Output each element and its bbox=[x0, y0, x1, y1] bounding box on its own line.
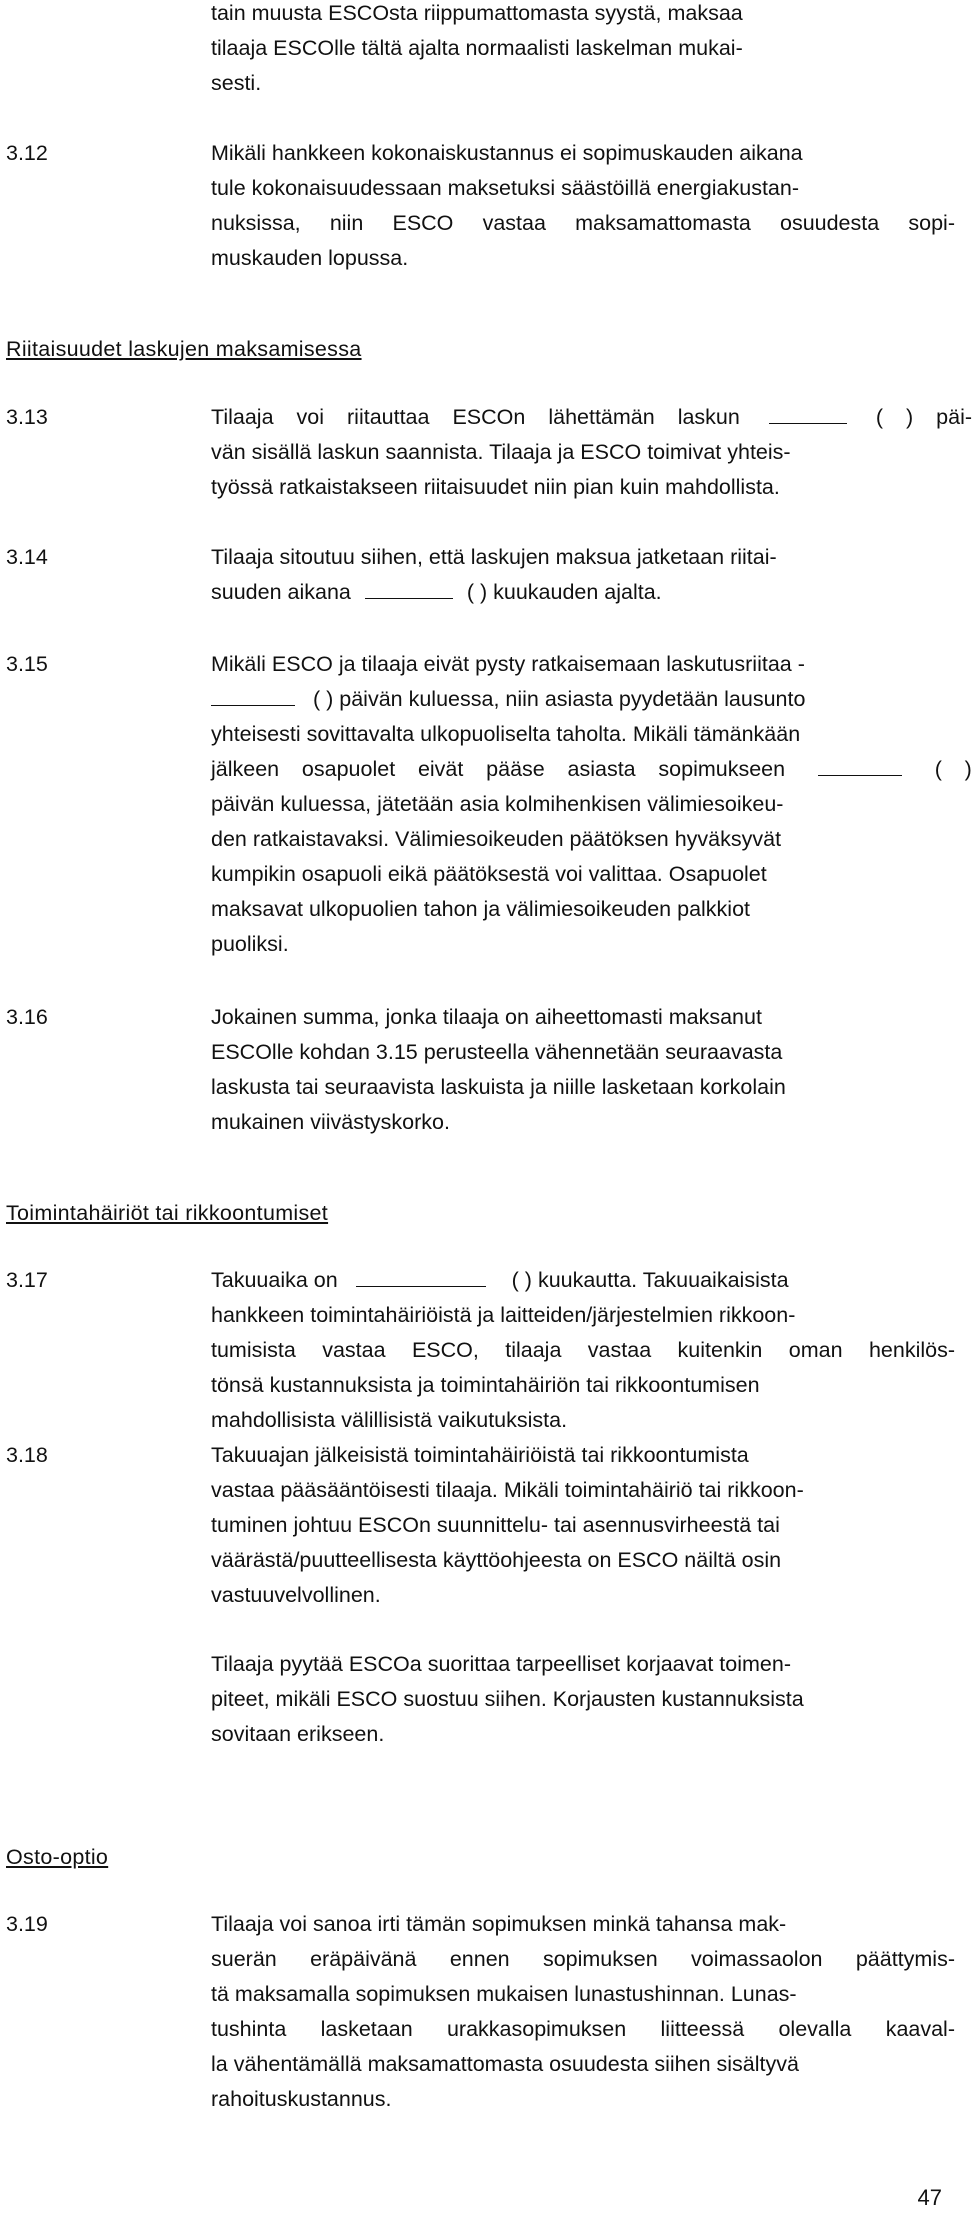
section-3-19-text bbox=[211, 1907, 955, 2117]
text-line: työssä ratkaistakseen riitaisuudet niin pian kuin mahdollista. bbox=[211, 475, 780, 499]
text-line: den ratkaistavaksi. Välimiesoikeuden päätöksen hyväksyvät bbox=[211, 827, 782, 851]
text-line: yhteisesti sovittavalta ulkopuoliselta taholta. Mikäli tämänkään bbox=[211, 722, 801, 746]
text-line: Tilaaja sitoutuu siihen, että laskujen maksua jatketaan riitai- bbox=[211, 545, 777, 569]
text-line: piteet, mikäli ESCO suostuu siihen. Korjausten kustannuksista bbox=[211, 1687, 804, 1711]
text-line: Jokainen summa, jonka tilaaja on aiheettomasti maksanut bbox=[211, 1005, 762, 1029]
text-line: ESCOlle kohdan 3.15 perusteella vähennetään seuraavasta bbox=[211, 1040, 783, 1064]
text-line: vastaa pääsääntöisesti tilaaja. Mikäli toimintahäiriö tai rikkoon- bbox=[211, 1478, 804, 1502]
section-number: 3.18 bbox=[6, 1443, 48, 1467]
section-number: 3.19 bbox=[6, 1912, 48, 1936]
text-segment: Takuuaika on bbox=[211, 1268, 338, 1292]
text-line: väärästä/puutteellisesta käyttöohjeesta on ESCO näiltä osin bbox=[211, 1548, 782, 1572]
text-line: suerän eräpäivänä ennen sopimuksen voimassaolon päättymis- bbox=[211, 1947, 955, 1971]
text-line bbox=[211, 400, 972, 435]
section-heading: Osto-optio bbox=[6, 1845, 109, 1869]
text-line: tushinta lasketaan urakkasopimuksen liitteessä olevalla kaaval- bbox=[211, 2017, 955, 2041]
section-number: 3.16 bbox=[6, 1005, 48, 1029]
text-segment: ( ) päivän kuluessa, niin asiasta pyydetään lausunto bbox=[313, 687, 806, 711]
text-line: laskusta tai seuraavista laskuista ja niille lasketaan korkolain bbox=[211, 1075, 786, 1099]
blank-field bbox=[769, 401, 847, 424]
section-heading: Toimintahäiriöt tai rikkoontumiset bbox=[6, 1201, 329, 1225]
section-3-17-text bbox=[211, 1263, 955, 1438]
intro-paragraph bbox=[211, 0, 955, 101]
text-line bbox=[211, 752, 972, 787]
text-line bbox=[211, 682, 955, 717]
text-line: tumisista vastaa ESCO, tilaaja vastaa kuitenkin oman henkilös- bbox=[211, 1338, 955, 1362]
text-line: sesti. bbox=[211, 71, 262, 95]
section-number: 3.14 bbox=[6, 545, 48, 569]
text-line: Takuuajan jälkeisistä toimintahäiriöistä tai rikkoontumista bbox=[211, 1443, 749, 1467]
section-number: 3.13 bbox=[6, 405, 48, 429]
text-line: mukainen viivästyskorko. bbox=[211, 1110, 450, 1134]
text-line: vän sisällä laskun saannista. Tilaaja ja ESCO toimivat yhteis- bbox=[211, 440, 791, 464]
blank-field bbox=[211, 683, 295, 706]
text-line: muskauden lopussa. bbox=[211, 246, 409, 270]
section-3-18-paragraph-2 bbox=[211, 1647, 955, 1752]
text-line: la vähentämällä maksamattomasta osuudesta siihen sisältyvä bbox=[211, 2052, 799, 2076]
text-line: tuminen johtuu ESCOn suunnittelu- tai asennusvirheestä tai bbox=[211, 1513, 780, 1537]
text-line: Tilaaja pyytää ESCOa suorittaa tarpeelliset korjaavat toimen- bbox=[211, 1652, 791, 1676]
text-line: tilaaja ESCOlle tältä ajalta normaalisti laskelman mukai- bbox=[211, 36, 743, 60]
section-3-18-text bbox=[211, 1438, 955, 1613]
text-line: kumpikin osapuoli eikä päätöksestä voi valittaa. Osapuolet bbox=[211, 862, 767, 886]
blank-field bbox=[356, 1264, 486, 1287]
text-line: hankkeen toimintahäiriöistä ja laitteiden/järjestelmien rikkoon- bbox=[211, 1303, 796, 1327]
section-3-12-text bbox=[211, 136, 955, 276]
text-segment: suuden aikana bbox=[211, 580, 351, 604]
section-number: 3.17 bbox=[6, 1268, 48, 1292]
section-3-14-text bbox=[211, 540, 955, 610]
page-number: 47 bbox=[917, 2185, 942, 2210]
text-line: tä maksamalla sopimuksen mukaisen lunastushinnan. Lunas- bbox=[211, 1982, 797, 2006]
text-line: maksavat ulkopuolien tahon ja välimiesoikeuden palkkiot bbox=[211, 897, 751, 921]
text-line bbox=[211, 575, 955, 610]
text-line: sovitaan erikseen. bbox=[211, 1722, 385, 1746]
section-3-13-text bbox=[211, 400, 972, 505]
section-heading: Riitaisuudet laskujen maksamisessa bbox=[6, 337, 362, 361]
text-line: puoliksi. bbox=[211, 932, 289, 956]
text-line: vastuuvelvollinen. bbox=[211, 1583, 381, 1607]
text-line bbox=[211, 1263, 955, 1298]
blank-field bbox=[818, 753, 902, 776]
text-segment: Tilaaja voi riitauttaa ESCOn lähettämän laskun bbox=[211, 405, 740, 429]
text-segment: ( ) kuukauden ajalta. bbox=[466, 580, 662, 604]
text-line: tule kokonaisuudessaan maksetuksi säästöillä energiakustan- bbox=[211, 176, 800, 200]
text-line: nuksissa, niin ESCO vastaa maksamattomasta osuudesta sopi- bbox=[211, 211, 955, 235]
text-line: päivän kuluessa, jätetään asia kolmihenkisen välimiesoikeu- bbox=[211, 792, 784, 816]
section-3-15-text bbox=[211, 647, 972, 962]
text-line: tain muusta ESCOsta riippumattomasta syystä, maksaa bbox=[211, 1, 743, 25]
blank-field bbox=[365, 576, 453, 599]
text-segment: ( ) bbox=[934, 757, 972, 781]
text-line: tönsä kustannuksista ja toimintahäiriön tai rikkoontumisen bbox=[211, 1373, 760, 1397]
section-3-16-text bbox=[211, 1000, 955, 1140]
text-line: Mikäli ESCO ja tilaaja eivät pysty ratkaisemaan laskutusriitaa - bbox=[211, 652, 805, 676]
text-segment: ( ) kuukautta. Takuuaikaisista bbox=[511, 1268, 789, 1292]
text-line: Tilaaja voi sanoa irti tämän sopimuksen minkä tahansa mak- bbox=[211, 1912, 787, 1936]
section-number: 3.15 bbox=[6, 652, 48, 676]
text-segment: ( ) päi- bbox=[875, 405, 972, 429]
section-number: 3.12 bbox=[6, 141, 48, 165]
text-line: mahdollisista välillisistä vaikutuksista. bbox=[211, 1408, 568, 1432]
text-line: Mikäli hankkeen kokonaiskustannus ei sopimuskauden aikana bbox=[211, 141, 803, 165]
text-line: rahoituskustannus. bbox=[211, 2087, 392, 2111]
text-segment: jälkeen osapuolet eivät pääse asiasta sopimukseen bbox=[211, 757, 786, 781]
